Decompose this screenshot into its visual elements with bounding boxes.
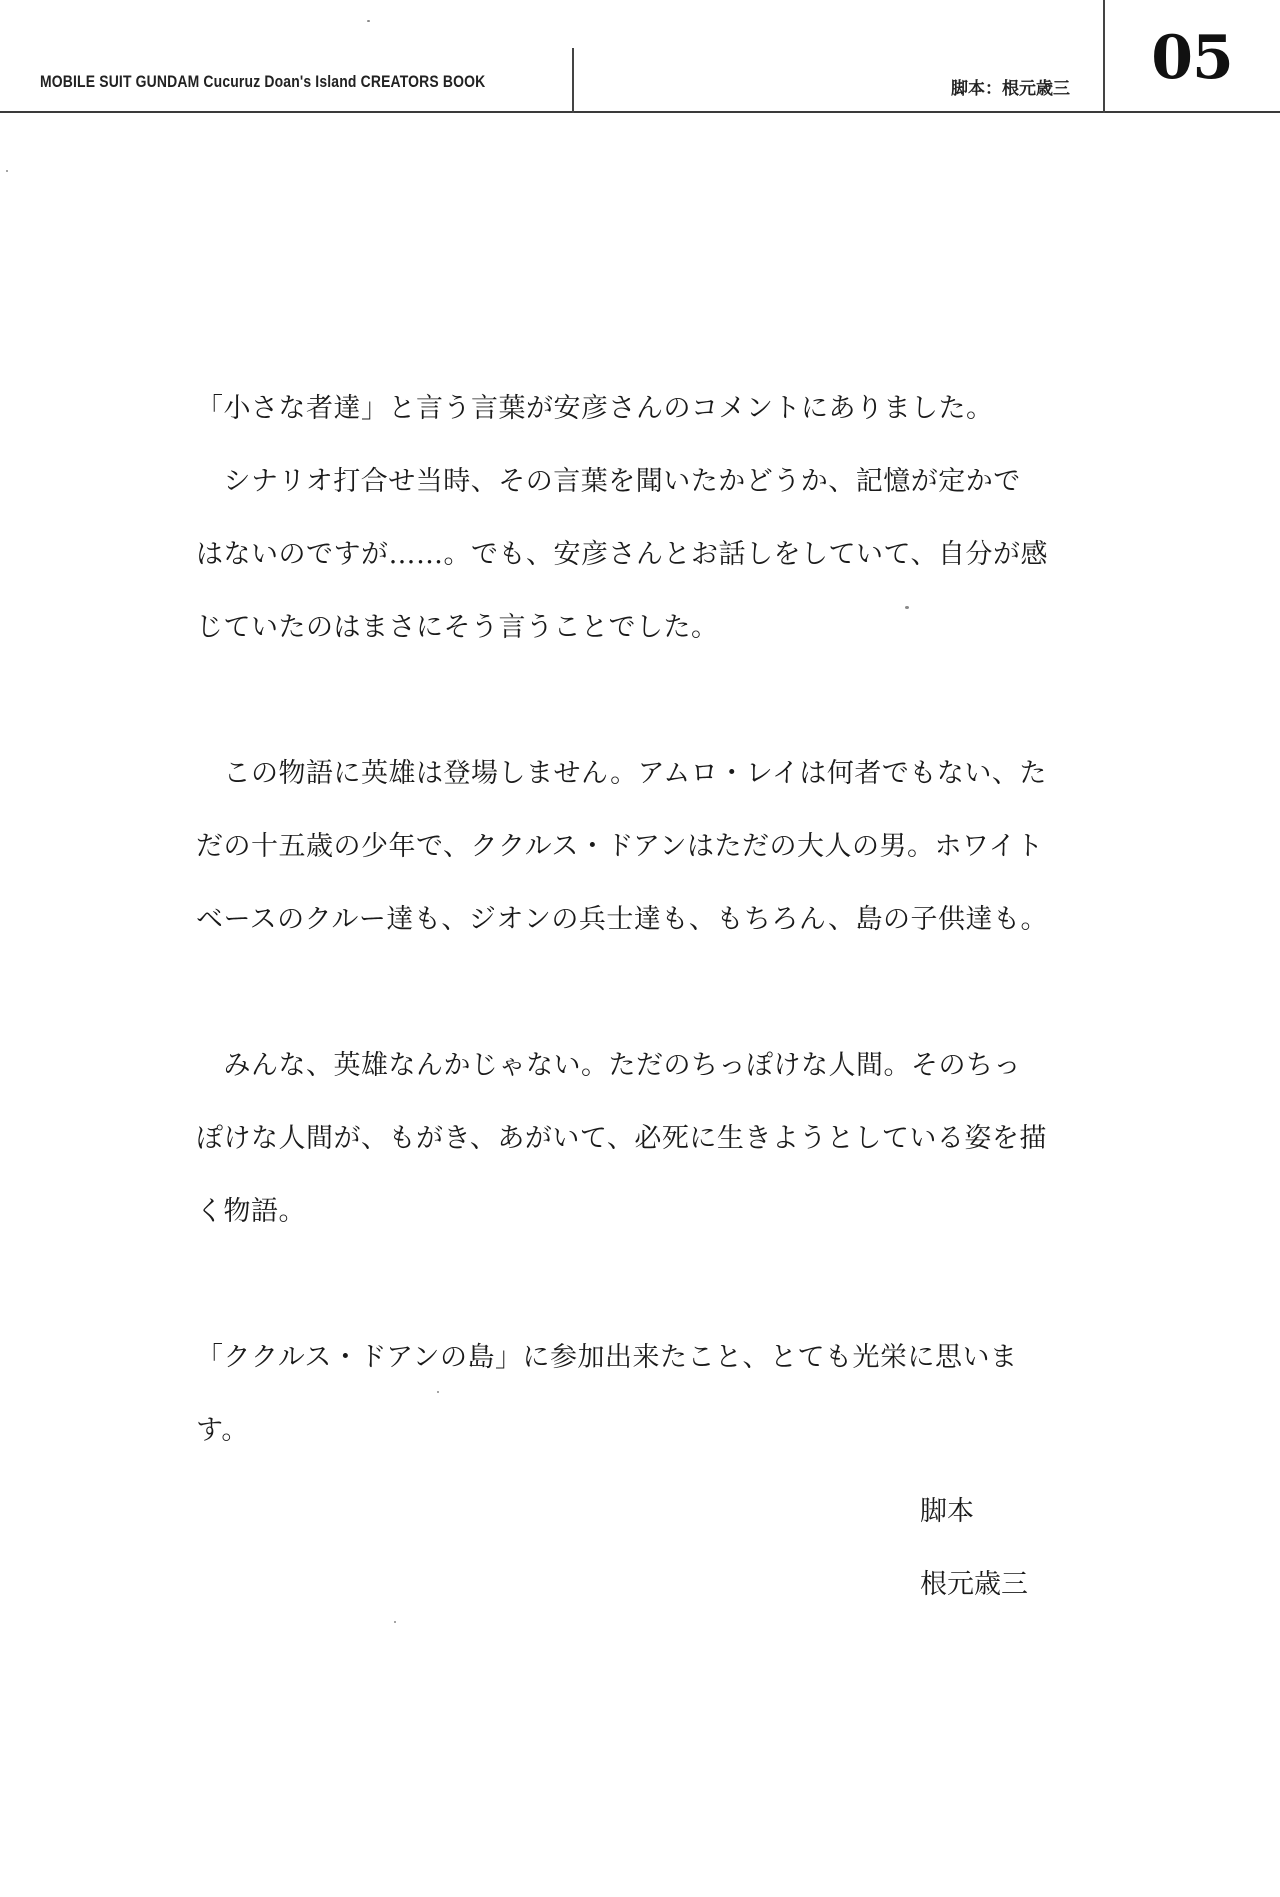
scan-speck [905,606,909,609]
paragraph: この物語に英雄は登場しません。アムロ・レイは何者でもない、ただの十五歳の少年で、ククルス・ドアンはただの大人の男。ホワイトベースのクルー達も、ジオンの兵士達も、もちろん、島の子供達も。 [196,758,1048,935]
scan-speck [394,1621,396,1623]
paragraph: みんな、英雄なんかじゃない。ただのちっぽけな人間。そのちっぽけな人間が、もがき、あがいて、必死に生きようとしている姿を描く物語。 [196,1050,1047,1227]
paragraph: 「ククルス・ドアンの島」に参加出来たこと、とても光栄に思います。 [196,1342,1018,1446]
essay-body [196,372,1048,1467]
signature-block [920,1475,1028,1621]
role-credit: 脚本：根元歳三 [951,79,1070,99]
scan-speck [367,20,370,22]
paragraph: シナリオ打合せ当時、その言葉を聞いたかどうか、記憶が定かではないのですが……。でも、安彦さんとお話しをしていて、自分が感じていたのはまさにそう言うことでした。 [196,466,1048,643]
signature-name: 根元歳三 [920,1569,1028,1600]
scan-speck [437,1391,439,1393]
paragraph-gap [196,664,1048,737]
signature-role: 脚本 [920,1496,974,1527]
header-divider [572,48,574,113]
paragraph-gap [196,1248,1048,1321]
paragraph: 「小さな者達」と言う言葉が安彦さんのコメントにありました。 [196,393,994,424]
book-title: MOBILE SUIT GUNDAM Cucuruz Doan's Island CREATORS BOOK [40,72,486,91]
page-header [0,0,1280,113]
page-number: 05 [1151,23,1233,93]
paragraph-gap [196,956,1048,1029]
scan-speck [6,170,8,172]
